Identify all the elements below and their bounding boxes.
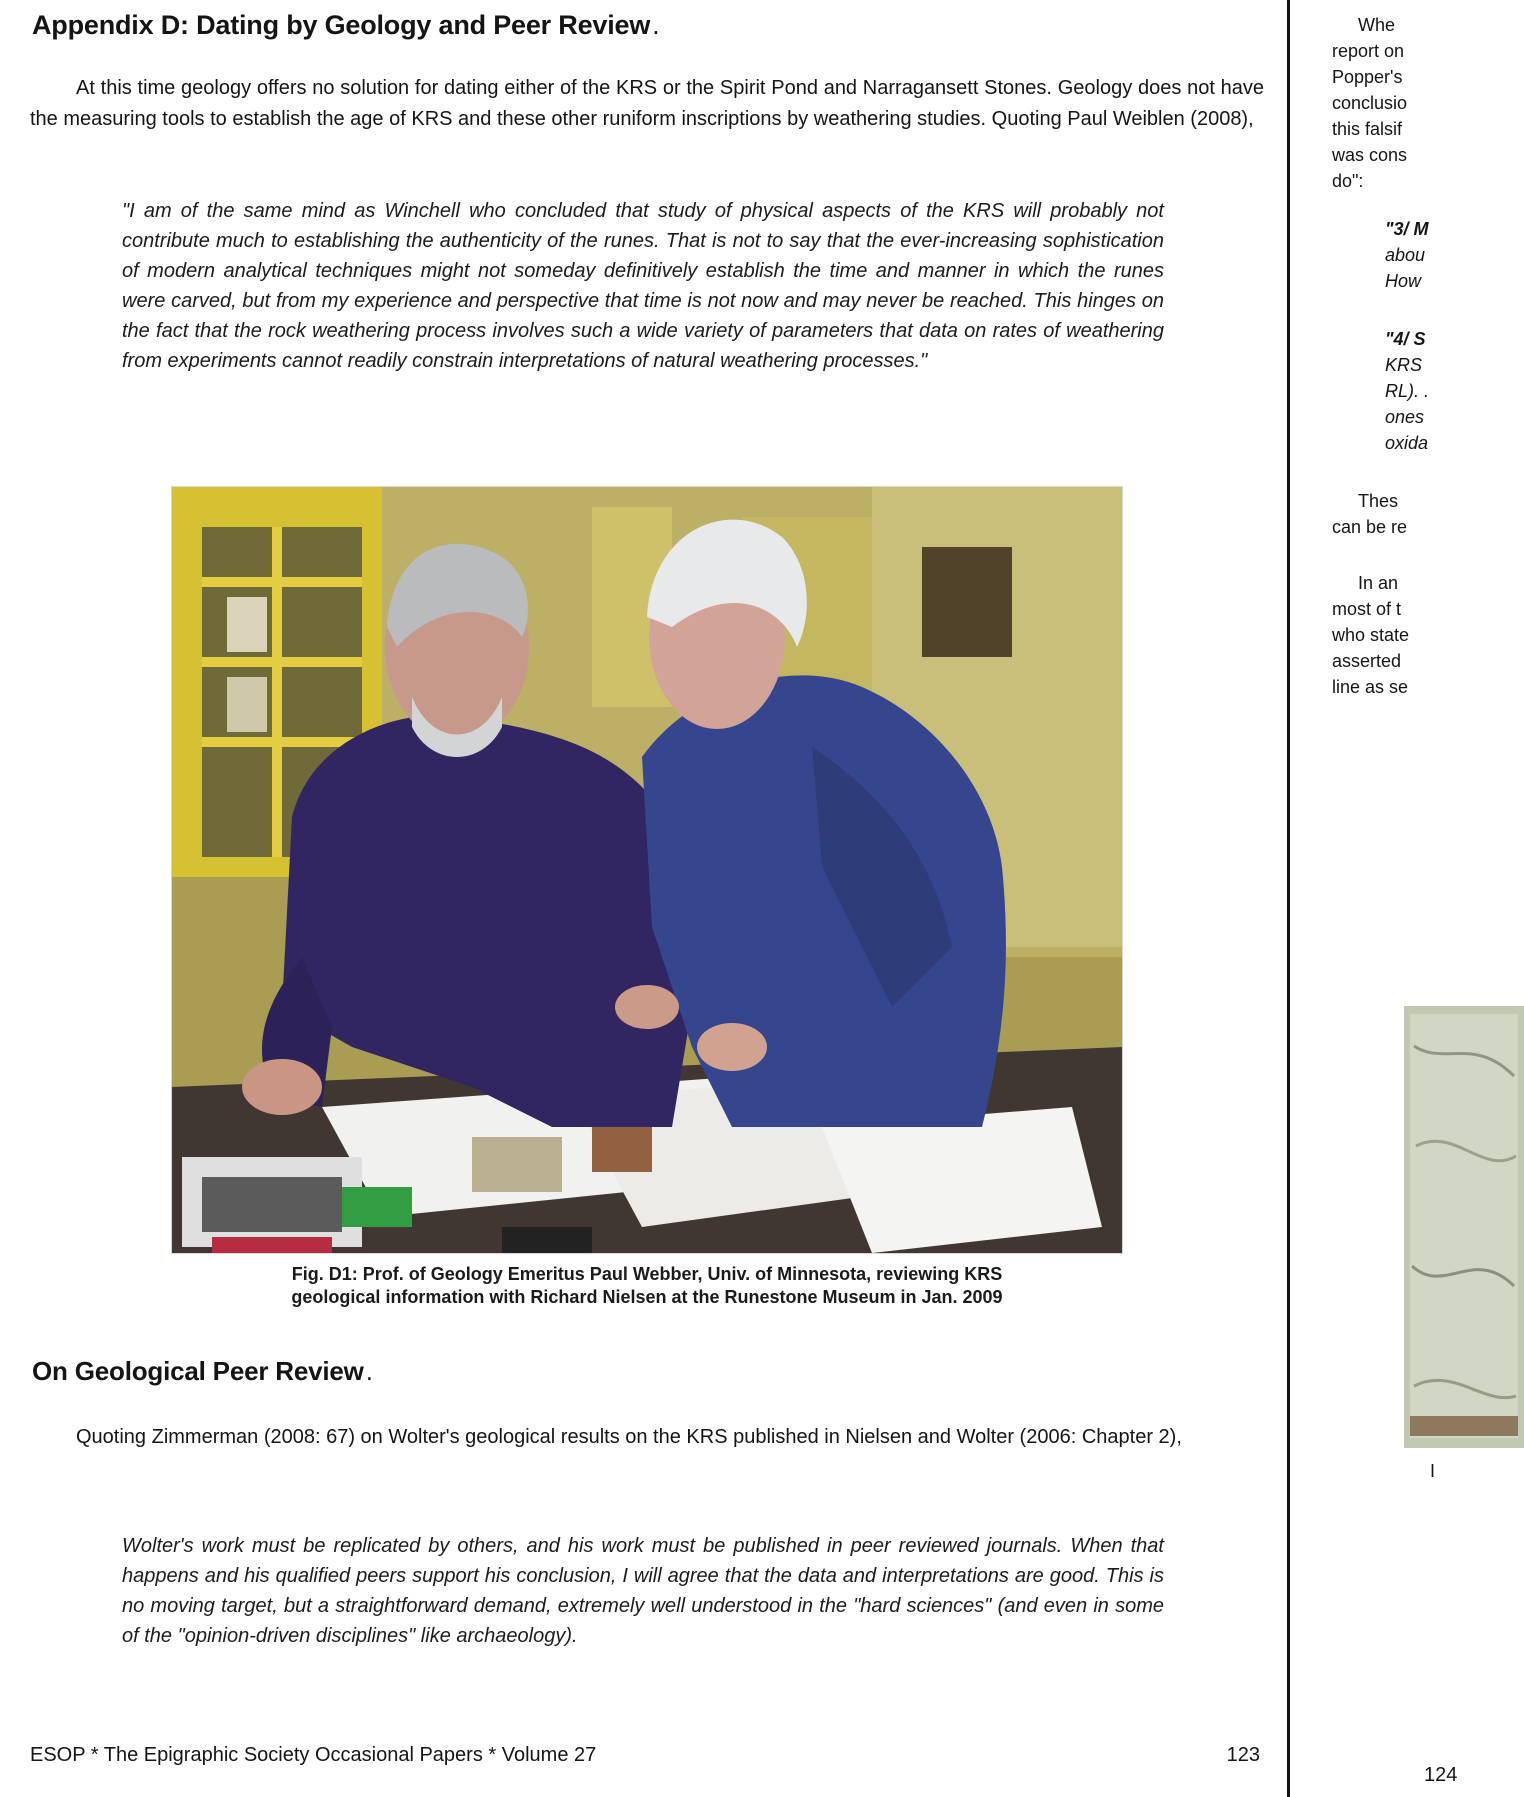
intro-paragraph: At this time geology offers no solution for dating either of the KRS or the Spirit Pond and Narragansett Stones. Geology does not have the measuring tools to establish the age of KRS and these other runiform inscriptions by weathering studies. Quoting Paul Weiblen (2008), bbox=[30, 77, 1264, 130]
caption-line-1: Fig. D1: Prof. of Geology Emeritus Paul Webber, Univ. of Minnesota, reviewing KRS bbox=[291, 1264, 1003, 1284]
figure-d1-photo bbox=[172, 487, 1122, 1253]
right-line: conclusio bbox=[1332, 93, 1408, 113]
right-quote-line: oxida bbox=[1385, 433, 1429, 453]
stone-texture-image bbox=[1404, 1006, 1524, 1448]
right-line: was cons bbox=[1332, 145, 1408, 165]
section-heading: On Geological Peer Review. bbox=[32, 1356, 373, 1386]
right-line: most of t bbox=[1332, 599, 1402, 619]
right-line: Thes bbox=[1358, 491, 1399, 511]
journal-footer: ESOP * The Epigraphic Society Occasional Papers * Volume 27 bbox=[30, 1744, 597, 1766]
right-line: line as se bbox=[1332, 677, 1409, 697]
right-quote-line: KRS bbox=[1385, 355, 1423, 375]
right-figure-stone-photo bbox=[1404, 1006, 1524, 1448]
right-line: In an bbox=[1358, 573, 1399, 593]
page-divider bbox=[1287, 0, 1290, 1797]
right-quote-line: ones bbox=[1385, 407, 1425, 427]
right-line: report on bbox=[1332, 41, 1405, 61]
right-line: can be re bbox=[1332, 517, 1408, 537]
right-page bbox=[1300, 0, 1524, 1797]
right-line: who state bbox=[1332, 625, 1410, 645]
right-quote-line: "3/ M bbox=[1385, 219, 1429, 239]
right-quote-line: RL). . bbox=[1385, 381, 1430, 401]
right-line: Popper's bbox=[1332, 67, 1403, 87]
right-figure-caption: I bbox=[1430, 1461, 1436, 1481]
zimmerman-quote: Wolter's work must be replicated by others, and his work must be published in peer reviewed journals. When that happens and his qualified peers support his conclusion, I will agree that the data and interpretations are good. This is no moving target, but a straightforward demand, extremely well understood in the "hard sciences" (and even in some of the "opinion-driven disciplines" like archaeology). bbox=[122, 1535, 1164, 1647]
right-quote-line: abou bbox=[1385, 245, 1426, 265]
right-line: Whe bbox=[1358, 15, 1396, 35]
right-line: this falsif bbox=[1332, 119, 1403, 139]
page-number-left: 123 bbox=[1226, 1744, 1260, 1766]
figure-caption bbox=[172, 1263, 1122, 1309]
right-line: do": bbox=[1332, 171, 1364, 191]
right-quote-line: How bbox=[1385, 271, 1422, 291]
page-heading: Appendix D: Dating by Geology and Peer Review. bbox=[32, 10, 660, 40]
photo-two-men-reviewing bbox=[172, 487, 1122, 1253]
right-quote-line: "4/ S bbox=[1385, 329, 1426, 349]
zimmerman-intro-paragraph: Quoting Zimmerman (2008: 67) on Wolter's geological results on the KRS published in Nielsen and Wolter (2006: Chapter 2), bbox=[76, 1426, 1182, 1448]
page-number-right: 124 bbox=[1424, 1764, 1458, 1786]
weiblen-quote: "I am of the same mind as Winchell who concluded that study of physical aspects of the KRS will probably not contribute much to establishing the authenticity of the runes. That is not to say that the ever-increasing sophistication of modern analytical techniques might not someday definitively establish the time and manner in which the runes were carved, but from my experience and perspective that time is not now and may never be reached. This hinges on the fact that the rock weathering process involves such a wide variety of parameters that data on rates of weathering from experiments cannot readily constrain interpretations of natural weathering processes." bbox=[122, 200, 1164, 372]
caption-line-2: geological information with Richard Nielsen at the Runestone Museum in Jan. 2009 bbox=[291, 1287, 1003, 1307]
right-line: asserted bbox=[1332, 651, 1402, 671]
